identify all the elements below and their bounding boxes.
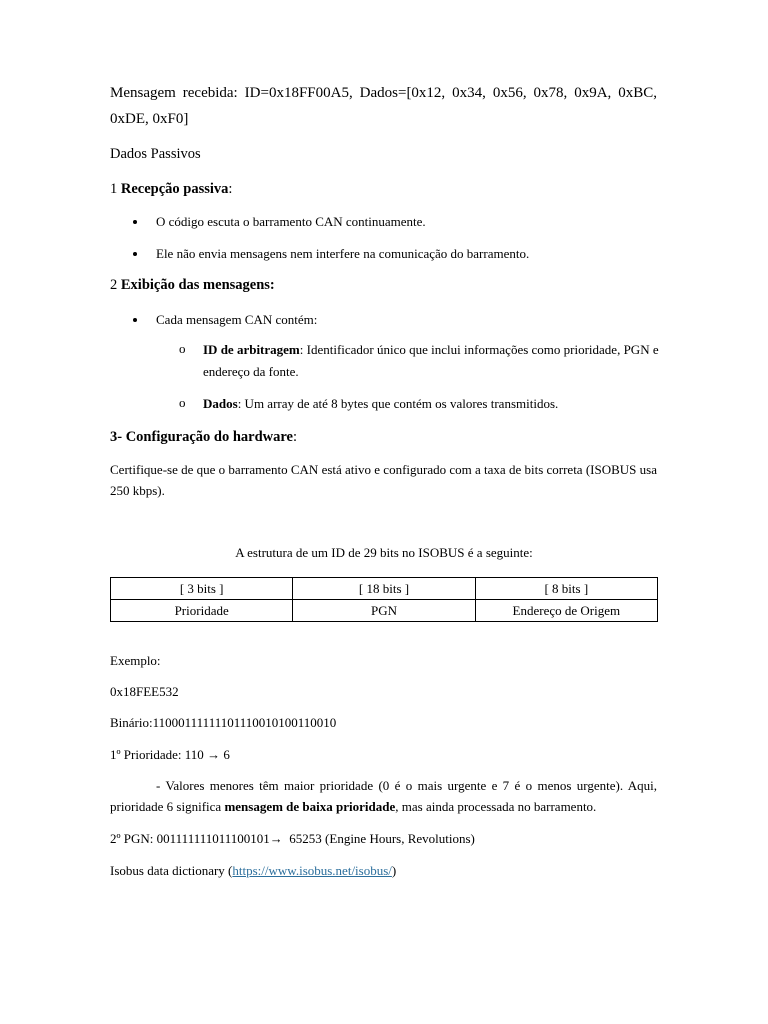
section-1-number: 1 [110,181,121,197]
message-received-line1: Mensagem recebida: ID=0x18FF00A5, Dados=[0x12, 0x34, 0x56, 0x78, 0x9A, 0xBC, [110,85,657,101]
dados-text: : Um array de até 8 bytes que contém os valores transmitidos. [237,396,559,411]
section-3-colon: : [293,429,298,445]
example-hex-id: 0x18FEE532 [110,684,179,699]
section-2-bullet: Cada mensagem CAN contém: [156,312,318,327]
table-cell: [ 8 bits ] [475,578,657,600]
isobus-id-structure-table [110,577,658,622]
section-3-title: 3- Configuração do hardware [110,429,293,445]
sub-item-id-arbitragem-line2: endereço da fonte. [203,364,299,379]
arrow-right-icon: → [269,831,283,846]
table-row [111,578,658,600]
dictionary-post: ) [391,863,397,878]
id-arbitragem-text: : Identificador único que inclui informações como prioridade, PGN e [299,342,659,357]
dictionary-pre: Isobus data dictionary ( [110,863,233,878]
id-arbitragem-label: ID de arbitragem [203,342,300,357]
section-2-heading [110,277,275,294]
priority-explanation-line1: - Valores menores têm maior prioridade (0 é o mais urgente e 7 é o menos urgente). Aqui, [156,778,657,793]
table-cell: PGN [293,600,475,622]
dictionary-line [110,863,396,879]
section-3-heading [110,429,297,446]
sub-bullet-icon: o [179,395,186,410]
bullet-icon [133,252,137,256]
config-text-line2: 250 kbps). [110,483,165,498]
pgn-line [110,831,475,847]
section-1-bullet-2: Ele não envia mensagens nem interfere na comunicação do barramento. [156,246,530,261]
bullet-icon [133,318,137,322]
example-binary: Binário:11000111111101110010100110010 [110,715,337,730]
sub-item-dados [203,396,558,412]
priority-line [110,747,230,763]
pgn-value: 65253 (Engine Hours, Revolutions) [289,831,475,846]
table-caption: A estrutura de um ID de 29 bits no ISOBUS é a seguinte: [235,545,533,560]
pgn-label: 2º PGN: 001111111011100101 [110,831,270,846]
priority-explanation-line2 [110,799,596,815]
table-cell: [ 3 bits ] [111,578,293,600]
table-cell: Prioridade [111,600,293,622]
priority-value: 6 [223,747,230,762]
table-cell: [ 18 bits ] [293,578,475,600]
dados-passivos-heading: Dados Passivos [110,146,201,162]
table-row [111,600,658,622]
sub-bullet-icon: o [179,341,186,356]
section-1-bullet-1: O código escuta o barramento CAN continuamente. [156,214,426,229]
config-text-line1: Certifique-se de que o barramento CAN está ativo e configurado com a taxa de bits correta (ISOBUS usa [110,462,657,477]
priority-explanation-pre: prioridade 6 significa [110,799,225,814]
isobus-dictionary-link[interactable]: https://www.isobus.net/isobus/ [232,863,392,878]
section-1-title: Recepção passiva [120,181,229,197]
sub-item-id-arbitragem-line1 [203,342,658,358]
priority-explanation-post: , mas ainda processada no barramento. [395,799,597,814]
bullet-icon [133,220,137,224]
section-1-colon: : [228,181,233,197]
section-1-heading [110,181,232,198]
message-received-line2: 0xDE, 0xF0] [110,111,189,127]
example-label: Exemplo: [110,653,161,668]
dados-label: Dados [203,396,238,411]
section-2-title: Exibição das mensagens: [120,277,275,293]
section-2-number: 2 [110,277,121,293]
table-cell: Endereço de Origem [475,600,657,622]
priority-explanation-bold: mensagem de baixa prioridade [224,799,396,814]
arrow-right-icon: → [207,747,221,762]
priority-label: 1º Prioridade: 110 [110,747,204,762]
